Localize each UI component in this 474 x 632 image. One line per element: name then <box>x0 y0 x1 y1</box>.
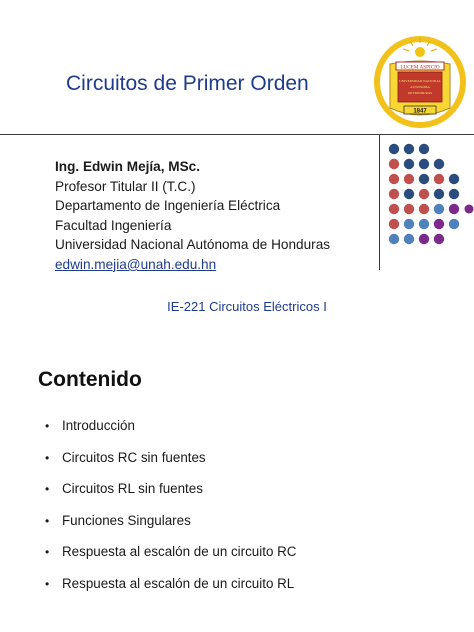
dot <box>434 189 444 199</box>
dot <box>449 189 459 199</box>
dot <box>419 189 429 199</box>
bullet-icon: • <box>45 419 50 433</box>
dot <box>434 159 444 169</box>
dot <box>404 204 414 214</box>
dot-row-2 <box>389 159 444 169</box>
author-email-link[interactable]: edwin.mejia@unah.edu.hn <box>55 256 217 272</box>
dot <box>389 204 399 214</box>
dot-row-6 <box>389 219 459 229</box>
header-divider <box>0 134 474 135</box>
dot <box>404 189 414 199</box>
author-info-block <box>55 157 330 275</box>
course-name: IE-221 Circuitos Eléctricos I <box>167 299 327 314</box>
dot-row-5 <box>389 204 474 214</box>
seal-year: 1847 <box>413 108 427 115</box>
bullet-icon: • <box>45 545 50 560</box>
list-item-label: Respuesta al escalón de un circuito RL <box>62 575 295 591</box>
dot <box>434 204 444 214</box>
dot-row-7 <box>389 234 444 244</box>
bullet-icon: • <box>45 450 50 465</box>
seal-inner-line-2: AUTONOMA <box>410 85 430 89</box>
list-item-label: Introducción <box>62 418 135 433</box>
dot <box>389 189 399 199</box>
author-faculty: Facultad Ingeniería <box>55 217 172 233</box>
list-item <box>45 479 296 511</box>
dot <box>389 174 399 184</box>
list-item <box>45 574 296 606</box>
vertical-divider <box>379 134 380 270</box>
author-university: Universidad Nacional Autónoma de Honduras <box>55 237 331 253</box>
author-name: Ing. Edwin Mejía, MSc. <box>55 159 201 174</box>
contents-heading: Contenido <box>38 368 142 391</box>
bullet-icon: • <box>45 513 50 528</box>
dot <box>434 174 444 184</box>
dot <box>419 144 429 154</box>
dot <box>419 204 429 214</box>
list-item <box>45 448 296 480</box>
list-item <box>45 416 296 448</box>
dot <box>419 219 429 229</box>
dot <box>434 219 444 229</box>
dot <box>389 144 399 154</box>
dot <box>389 219 399 229</box>
list-item <box>45 511 296 543</box>
dot <box>465 205 474 214</box>
contents-slide <box>0 346 474 632</box>
dot <box>404 174 414 184</box>
list-item-label: Circuitos RC sin fuentes <box>62 449 206 465</box>
dot <box>449 219 459 229</box>
dot <box>434 234 444 244</box>
seal-banner-text: LUCEM ASPICIO <box>400 64 440 71</box>
author-department: Departamento de Ingeniería Eléctrica <box>55 198 281 214</box>
dot <box>449 174 459 184</box>
contents-list <box>45 416 296 606</box>
dot <box>419 174 429 184</box>
author-title: Profesor Titular II (T.C.) <box>55 178 196 194</box>
dot <box>404 219 414 229</box>
seal-inner-line-1: UNIVERSIDAD NACIONAL <box>399 79 441 83</box>
bullet-icon: • <box>45 482 50 497</box>
dot <box>419 234 429 244</box>
dot <box>404 144 414 154</box>
dot <box>419 159 429 169</box>
list-item-label: Funciones Singulares <box>62 512 191 528</box>
list-item-label: Circuitos RL sin fuentes <box>62 481 203 497</box>
dot <box>389 159 399 169</box>
bullet-icon: • <box>45 576 50 591</box>
slide-title: Circuitos de Primer Orden <box>66 72 309 95</box>
dot <box>404 234 414 244</box>
list-item-label: Respuesta al escalón de un circuito RC <box>62 544 297 560</box>
dot-row-3 <box>389 174 459 184</box>
dot-row-1 <box>389 144 429 154</box>
university-seal-logo <box>372 30 468 130</box>
dot-row-4 <box>389 189 459 199</box>
list-item <box>45 542 296 574</box>
dot <box>404 159 414 169</box>
decorative-dot-grid <box>384 142 474 252</box>
dot <box>449 204 459 214</box>
seal-inner-line-3: DE HONDURAS <box>407 91 433 95</box>
dot <box>389 234 399 244</box>
